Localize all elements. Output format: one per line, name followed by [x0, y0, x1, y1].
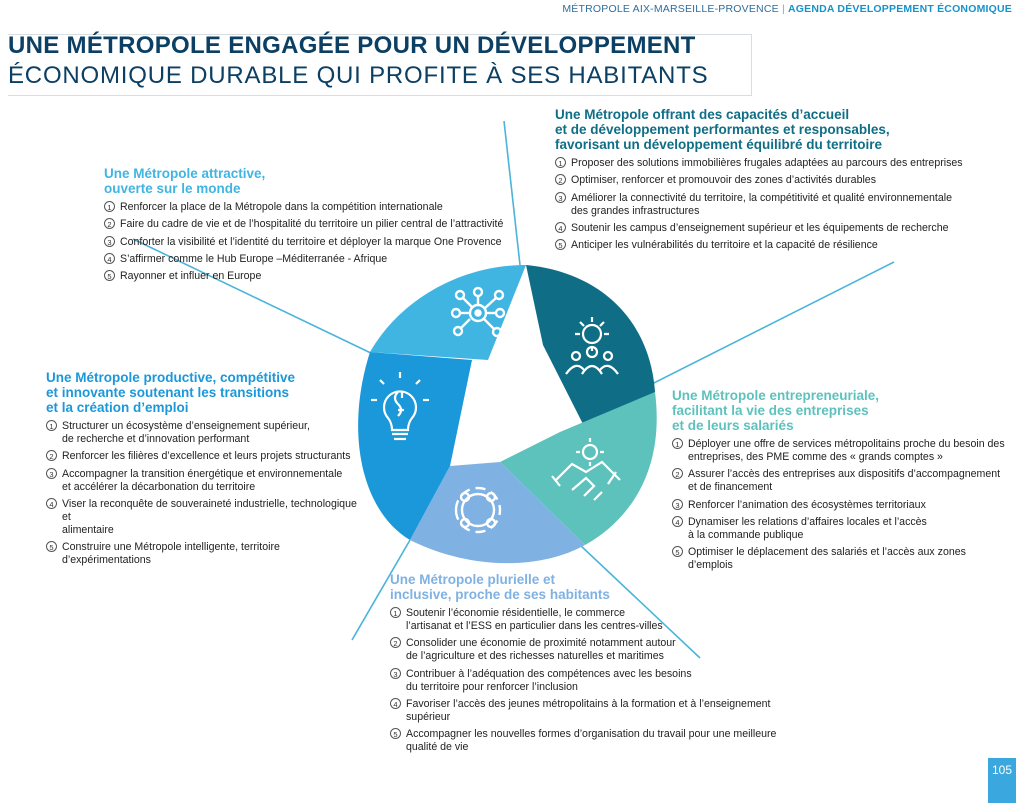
list-item: 1 Soutenir l’économie résidentielle, le commerce l’artisanat et l’ESS en particulier dans les centres-villes	[390, 607, 810, 633]
section-attractive	[104, 166, 524, 287]
list-item: 4 S’affirmer comme le Hub Europe –Méditerranée - Afrique	[104, 253, 524, 266]
page-title-line2: ÉCONOMIQUE DURABLE QUI PROFITE À SES HABITANTS	[8, 62, 709, 89]
list-item: 4 Favoriser l’accès des jeunes métropolitains à la formation et à l’enseignement supérieur	[390, 698, 810, 724]
header-separator: |	[781, 3, 785, 15]
section-productive-list	[46, 420, 366, 567]
list-item: 5 Optimiser le déplacement des salariés et l’accès aux zones d’emplois	[672, 546, 1012, 572]
page-number: 105	[988, 758, 1016, 803]
section-plurielle	[390, 572, 810, 758]
section-productive	[46, 370, 366, 571]
section-entrepreneuriale-list	[672, 438, 1012, 572]
list-item: 2 Renforcer les filières d’excellence et leurs projets structurants	[46, 450, 366, 463]
list-item: 3 Accompagner la transition énergétique et environnementale et accélérer la décarbonation du territoire	[46, 468, 366, 494]
list-item: 5 Rayonner et influer en Europe	[104, 270, 524, 283]
list-item: 1 Proposer des solutions immobilières frugales adaptées au parcours des entreprises	[555, 157, 995, 170]
list-item: 3 Conforter la visibilité et l’identité du territoire et déployer la marque One Provence	[104, 236, 524, 249]
list-item: 4 Dynamiser les relations d’affaires locales et l’accès à la commande publique	[672, 516, 1012, 542]
list-item: 5 Accompagner les nouvelles formes d’organisation du travail pour une meilleure qualité de vie	[390, 728, 810, 754]
list-item: 5 Anticiper les vulnérabilités du territoire et la capacité de résilience	[555, 239, 995, 252]
section-capacites-title: Une Métropole offrant des capacités d’accueil et de développement performantes et responsables, favorisant un développement équilibré du territoire	[555, 107, 890, 152]
section-plurielle-list	[390, 607, 810, 754]
list-item: 1 Renforcer la place de la Métropole dans la compétition internationale	[104, 201, 524, 214]
section-productive-title: Une Métropole productive, compétitive et innovante soutenant les transitions et la création d’emploi	[46, 370, 296, 415]
list-item: 2 Assurer l’accès des entreprises aux dispositifs d’accompagnement et de financement	[672, 468, 1012, 494]
section-attractive-list	[104, 201, 524, 283]
section-capacites	[555, 107, 995, 256]
list-item: 2 Faire du cadre de vie et de l’hospitalité du territoire un pilier central de l’attractivité	[104, 218, 524, 231]
section-entrepreneuriale	[672, 388, 1012, 576]
section-capacites-list	[555, 157, 995, 252]
section-plurielle-title: Une Métropole plurielle et inclusive, proche de ses habitants	[390, 572, 610, 602]
list-item: 3 Renforcer l’animation des écosystèmes territoriaux	[672, 499, 1012, 512]
page-title-line1: UNE MÉTROPOLE ENGAGÉE POUR UN DÉVELOPPEMENT	[8, 32, 696, 59]
section-attractive-title: Une Métropole attractive, ouverte sur le monde	[104, 166, 266, 196]
list-item: 4 Viser la reconquête de souveraineté industrielle, technologique et alimentaire	[46, 498, 366, 537]
list-item: 3 Améliorer la connectivité du territoire, la compétitivité et qualité environnementale des grandes infrastructures	[555, 192, 995, 218]
section-entrepreneuriale-title: Une Métropole entrepreneuriale, facilitant la vie des entreprises et de leurs salariés	[672, 388, 880, 433]
list-item: 2 Consolider une économie de proximité notamment autour de l’agriculture et des richesses naturelles et maritimes	[390, 637, 810, 663]
list-item: 5 Construire une Métropole intelligente, territoire d’expérimentations	[46, 541, 366, 567]
list-item: 2 Optimiser, renforcer et promouvoir des zones d’activités durables	[555, 174, 995, 187]
list-item: 4 Soutenir les campus d’enseignement supérieur et les équipements de recherche	[555, 222, 995, 235]
header-left: MÉTROPOLE AIX-MARSEILLE-PROVENCE	[562, 3, 779, 15]
list-item: 3 Contribuer à l’adéquation des compétences avec les besoins du territoire pour renforcer l’inclusion	[390, 668, 810, 694]
guide-line-right	[640, 262, 894, 390]
header-right: AGENDA DÉVELOPPEMENT ÉCONOMIQUE	[788, 3, 1012, 15]
list-item: 1 Déployer une offre de services métropolitains proche du besoin des entreprises, des PME comme des « grands comptes »	[672, 438, 1012, 464]
list-item: 1 Structurer un écosystème d’enseignement supérieur, de recherche et d’innovation performant	[46, 420, 366, 446]
